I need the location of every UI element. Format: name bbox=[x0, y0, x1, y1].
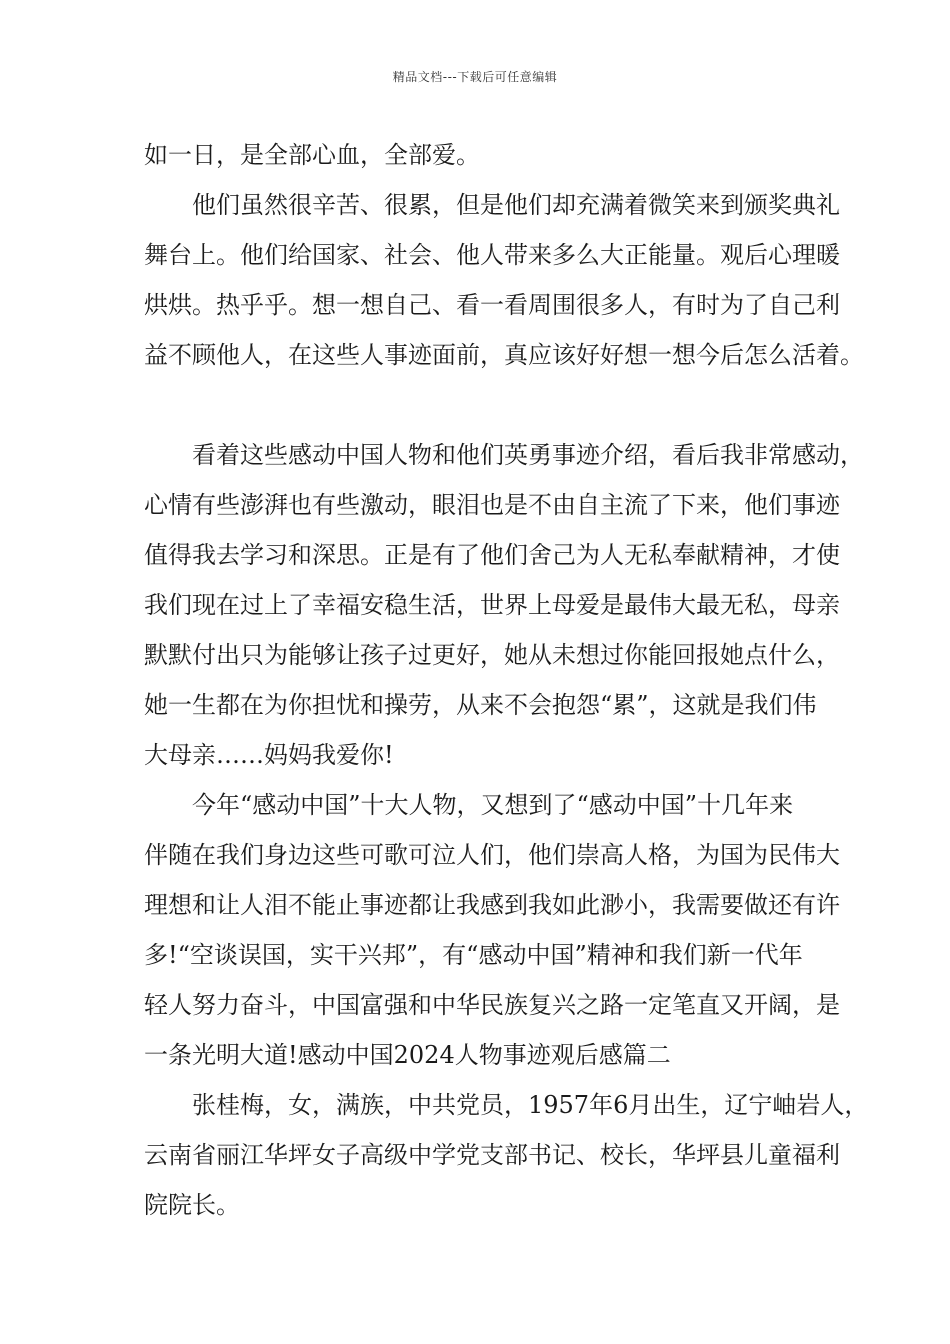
text-line: 院院长。 bbox=[144, 1191, 240, 1219]
text-line: 默默付出只为能够让孩子过更好，她从未想过你能回报她点什么， bbox=[144, 641, 840, 669]
text-line: 如一日，是全部心血，全部爱。 bbox=[144, 141, 480, 169]
text-line: 值得我去学习和深思。正是有了他们舍己为人无私奉献精神，才使 bbox=[144, 541, 840, 569]
document-body bbox=[144, 130, 869, 1230]
text-line: 伴随在我们身边这些可歌可泣人们，他们崇高人格，为国为民伟大 bbox=[144, 841, 840, 869]
paragraph-start-line: 张桂梅，女，满族，中共党员，1957年6月出生，辽宁岫岩人， bbox=[192, 1091, 869, 1119]
text-line: 轻人努力奋斗，中国富强和中华民族复兴之路一定笔直又开阔，是 bbox=[144, 991, 840, 1019]
text-line: 多!“空谈误国，实干兴邦”，有“感动中国”精神和我们新一代年 bbox=[144, 941, 803, 969]
text-line: 我们现在过上了幸福安稳生活，世界上母爱是最伟大最无私，母亲 bbox=[144, 591, 840, 619]
text-line: 大母亲……妈妈我爱你! bbox=[144, 741, 394, 769]
paragraph-start-line: 看着这些感动中国人物和他们英勇事迹介绍，看后我非常感动， bbox=[192, 441, 864, 469]
paragraph-start-line: 他们虽然很辛苦、很累，但是他们却充满着微笑来到颁奖典礼 bbox=[192, 191, 840, 219]
paragraph-start-line: 今年“感动中国”十大人物，又想到了“感动中国”十几年来 bbox=[192, 791, 794, 819]
text-line: 理想和让人泪不能止事迹都让我感到我如此渺小，我需要做还有许 bbox=[144, 891, 840, 919]
text-line: 益不顾他人，在这些人事迹面前，真应该好好想一想今后怎么活着。 bbox=[144, 341, 864, 369]
text-line: 心情有些澎湃也有些激动，眼泪也是不由自主流了下来，他们事迹 bbox=[144, 491, 840, 519]
text-line: 烘烘。热乎乎。想一想自己、看一看周围很多人，有时为了自己利 bbox=[144, 291, 840, 319]
page-header: 精品文档---下载后可任意编辑 bbox=[392, 70, 558, 84]
text-line: 她一生都在为你担忧和操劳，从来不会抱怨“累”，这就是我们伟 bbox=[144, 691, 817, 719]
paragraph-gap bbox=[144, 380, 824, 430]
text-line: 云南省丽江华坪女子高级中学党支部书记、校长，华坪县儿童福利 bbox=[144, 1141, 840, 1169]
text-line: 一条光明大道!感动中国2024人物事迹观后感篇二 bbox=[144, 1041, 671, 1069]
text-line: 舞台上。他们给国家、社会、他人带来多么大正能量。观后心理暖 bbox=[144, 241, 840, 269]
